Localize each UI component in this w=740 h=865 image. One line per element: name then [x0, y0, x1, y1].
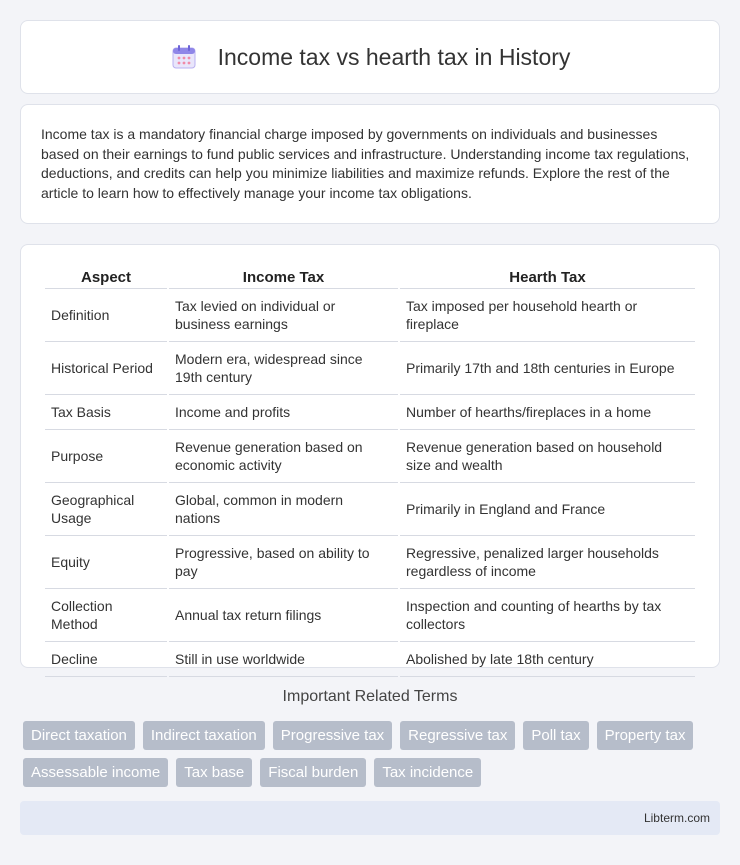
- table-row: [45, 589, 695, 642]
- tag-property-tax[interactable]: Property tax: [597, 721, 694, 750]
- comparison-table: [43, 265, 697, 677]
- header-aspect: Aspect: [45, 265, 167, 289]
- comparison-card: [20, 244, 720, 668]
- tag-assessable-income[interactable]: Assessable income: [23, 758, 168, 787]
- tag-tax-incidence[interactable]: Tax incidence: [374, 758, 481, 787]
- table-cell: Still in use worldwide: [169, 642, 398, 677]
- table-cell: Progressive, based on ability to pay: [169, 536, 398, 589]
- tag-tax-base[interactable]: Tax base: [176, 758, 252, 787]
- table-cell: Income and profits: [169, 395, 398, 430]
- table-cell: Geographical Usage: [45, 483, 167, 536]
- table-cell: Collection Method: [45, 589, 167, 642]
- header-hearth-tax: Hearth Tax: [400, 265, 695, 289]
- table-row: [45, 342, 695, 395]
- calendar-icon: [170, 43, 198, 71]
- table-cell: Global, common in modern nations: [169, 483, 398, 536]
- table-cell: Inspection and counting of hearths by tax collectors: [400, 589, 695, 642]
- table-cell: Number of hearths/fireplaces in a home: [400, 395, 695, 430]
- footer: [20, 801, 720, 835]
- table-cell: Tax imposed per household hearth or fireplace: [400, 289, 695, 342]
- tag-poll-tax[interactable]: Poll tax: [523, 721, 588, 750]
- table-header-row: [45, 265, 695, 289]
- table-cell: Regressive, penalized larger households regardless of income: [400, 536, 695, 589]
- table-cell: Abolished by late 18th century: [400, 642, 695, 677]
- page-title: Income tax vs hearth tax in History: [217, 43, 571, 70]
- table-cell: Tax levied on individual or business earnings: [169, 289, 398, 342]
- related-terms-title: Important Related Terms: [282, 688, 458, 705]
- tag-indirect-taxation[interactable]: Indirect taxation: [143, 721, 265, 750]
- table-cell: Equity: [45, 536, 167, 589]
- table-row: [45, 395, 695, 430]
- table-row: [45, 430, 695, 483]
- table-cell: Purpose: [45, 430, 167, 483]
- table-row: [45, 483, 695, 536]
- table-cell: Revenue generation based on economic activity: [169, 430, 398, 483]
- table-row: [45, 536, 695, 589]
- table-cell: Decline: [45, 642, 167, 677]
- table-cell: Revenue generation based on household size and wealth: [400, 430, 695, 483]
- tag-direct-taxation[interactable]: Direct taxation: [23, 721, 135, 750]
- table-cell: Primarily in England and France: [400, 483, 695, 536]
- header-income-tax: Income Tax: [169, 265, 398, 289]
- tag-fiscal-burden[interactable]: Fiscal burden: [260, 758, 366, 787]
- table-cell: Historical Period: [45, 342, 167, 395]
- table-cell: Tax Basis: [45, 395, 167, 430]
- table-row: [45, 289, 695, 342]
- table-row: [45, 642, 695, 677]
- table-cell: Definition: [45, 289, 167, 342]
- table-cell: Modern era, widespread since 19th century: [169, 342, 398, 395]
- table-cell: Primarily 17th and 18th centuries in Europe: [400, 342, 695, 395]
- intro-card: [20, 104, 720, 224]
- footer-site-link[interactable]: Libterm.com: [643, 811, 710, 825]
- tag-regressive-tax[interactable]: Regressive tax: [400, 721, 515, 750]
- related-tags: [23, 721, 723, 795]
- tag-progressive-tax[interactable]: Progressive tax: [273, 721, 392, 750]
- title-card: [20, 20, 720, 94]
- table-cell: Annual tax return filings: [169, 589, 398, 642]
- intro-text: Income tax is a mandatory financial charge imposed by governments on individuals and businesses based on their earnings to fund public services and infrastructure. Understanding income tax regulations, deductions, and credits can help you minimize liabilities and maximize refunds. Explore the rest of the article to learn how to effectively manage your income tax obligations.: [41, 126, 690, 201]
